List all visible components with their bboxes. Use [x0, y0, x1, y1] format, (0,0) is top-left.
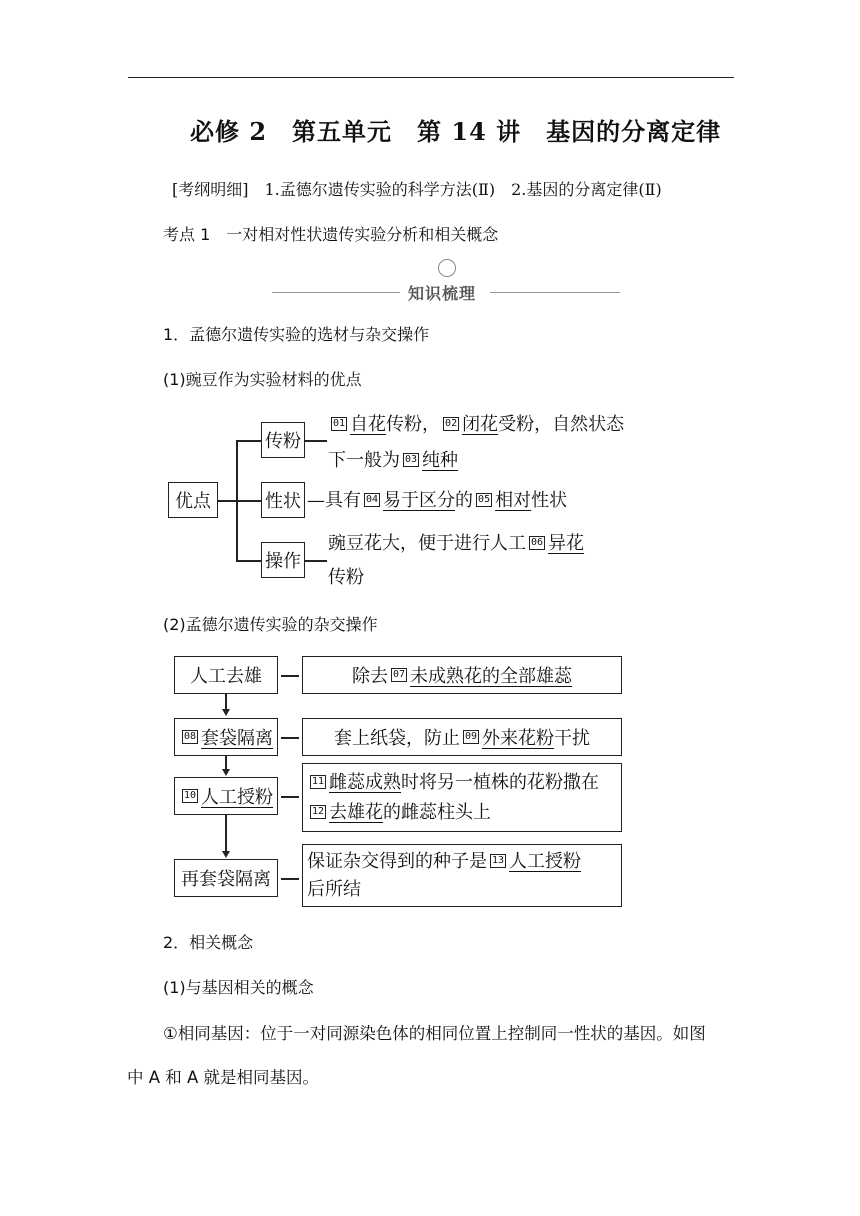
blank-number-badge: 09 [464, 731, 478, 742]
step-box-rebagging: 再套袋隔离 [174, 859, 278, 897]
answer-text: 异花 [548, 533, 585, 554]
desc-box-bagging [302, 718, 622, 756]
desc-line [307, 848, 581, 876]
section2-heading: 2．相关概念 [163, 933, 254, 952]
blank-number-badge: 01 [333, 418, 346, 429]
text-segment: 受粉，自然状态 [498, 414, 625, 435]
paragraph-line1: ①相同基因：位于一对同源染色体的相同位置上控制同一性状的基因。如图 [163, 1024, 706, 1043]
connector [281, 737, 299, 739]
section1-sub2: (2)孟德尔遗传实验的杂交操作 [163, 615, 378, 634]
root-box: 优点 [168, 482, 218, 518]
down-arrow-icon [222, 851, 230, 858]
desc-line [307, 876, 361, 904]
step-box-pollination: 10 人工授粉 [174, 777, 278, 815]
outline-line: [考纲明细] 1.孟德尔遗传实验的科学方法(Ⅱ) 2.基因的分离定律(Ⅱ) [172, 180, 662, 199]
section1-heading: 1．孟德尔遗传实验的选材与杂交操作 [163, 325, 430, 344]
answer-text: 自花 [350, 414, 387, 435]
arrow-shaft [225, 756, 227, 769]
section2-sub1: (1)与基因相关的概念 [163, 978, 314, 997]
text-segment: 时将另一植株的花粉撒在 [401, 771, 600, 793]
text-segment: 保证杂交得到的种子是 [307, 850, 487, 872]
text-segment: —具有 [307, 490, 361, 511]
section1-sub1: (1)豌豆作为实验材料的优点 [163, 370, 362, 389]
text-segment: 传粉 [328, 567, 364, 588]
text-segment: 下一般为 [328, 450, 400, 471]
text-segment: 套上纸袋，防止 [333, 728, 460, 749]
connector [281, 796, 299, 798]
desc-line [307, 798, 491, 828]
answer-text: 相对 [495, 490, 532, 511]
connector [281, 675, 299, 677]
exam-point-heading: 考点 1 一对相对性状遗传实验分析和相关概念 [163, 225, 499, 244]
desc-line [307, 768, 599, 798]
text-segment: 豌豆花大，便于进行人工 [328, 533, 526, 554]
text-segment: 传粉， [386, 414, 441, 435]
arrow-shaft [225, 815, 227, 851]
answer-text: 易于区分 [383, 490, 456, 511]
step-box-bagging: 08 套袋隔离 [174, 718, 278, 756]
blank-number-badge: 05 [478, 494, 491, 505]
answer-text: 人工授粉 [509, 850, 582, 872]
knowledge-banner: 知识梳理 [408, 284, 477, 303]
branch-box-trait: 性状 [261, 482, 305, 518]
blank-number-badge: 12 [312, 805, 325, 817]
branch-box-pollination: 传粉 [261, 422, 305, 458]
down-arrow-icon [222, 709, 230, 716]
desc-box-pollination [302, 763, 622, 832]
branch-box-operation: 操作 [261, 542, 305, 578]
paragraph-line2: 中 A 和 A 就是相同基因。 [127, 1068, 320, 1087]
blank-number-badge: 11 [312, 775, 325, 787]
text-segment: 的雌蕊柱头上 [383, 801, 492, 823]
down-arrow-icon [222, 769, 230, 776]
text-segment: 干扰 [554, 728, 591, 749]
desc-box-emasculation [302, 656, 622, 694]
blank-number-badge: 04 [366, 494, 379, 505]
desc-box-rebagging [302, 844, 622, 907]
blank-number-badge: 13 [492, 854, 505, 866]
answer-text: 未成熟花的全部雄蕊 [410, 666, 573, 687]
step-box-emasculation: 人工去雄 [174, 656, 278, 694]
answer-text: 雌蕊成熟 [329, 771, 402, 793]
arrow-shaft [225, 694, 227, 710]
answer-text: 纯种 [422, 450, 459, 471]
blank-number-badge: 03 [405, 454, 418, 465]
answer-text: 外来花粉 [482, 728, 555, 749]
blank-number-badge: 02 [445, 418, 458, 429]
text-segment: 除去 [351, 666, 388, 687]
blank-number-badge: 07 [392, 669, 406, 680]
text-segment: 后所结 [307, 878, 361, 900]
text-segment: 性状 [531, 490, 568, 511]
answer-text: 去雄花 [329, 801, 384, 823]
text-segment: 的 [455, 490, 474, 511]
page-title: 必修 2 第五单元 第 14 讲 基因的分离定律 [190, 117, 722, 146]
answer-text: 闭花 [462, 414, 499, 435]
blank-number-badge: 06 [531, 537, 544, 548]
connector [281, 878, 299, 880]
